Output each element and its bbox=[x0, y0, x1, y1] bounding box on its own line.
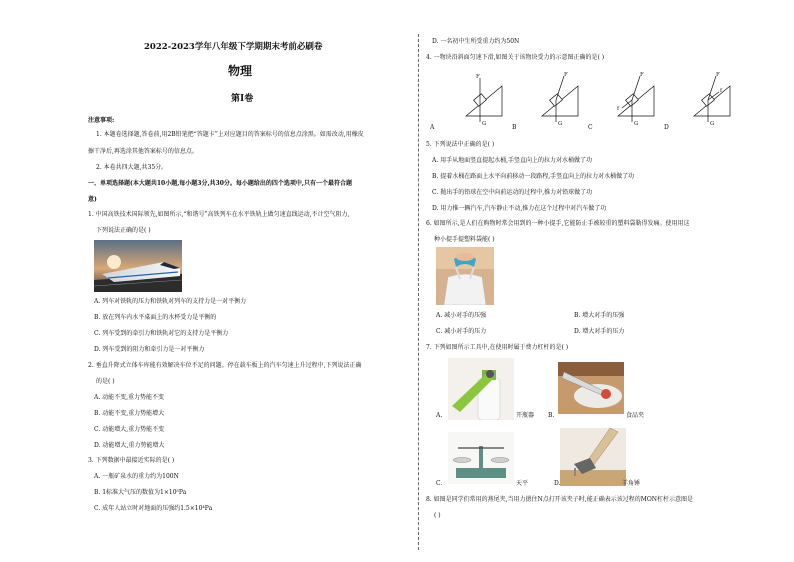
q7-label-a: A. bbox=[436, 412, 443, 419]
q5-option-a: A. 用手从地面竖直提起水桶,手竖直向上的拉力对水桶做了功 bbox=[432, 157, 593, 164]
q7-name-c: 天平 bbox=[516, 480, 529, 487]
q7-label-b: B. bbox=[548, 412, 555, 419]
notes-line-3: 2. 本卷共四大题,共35分。 bbox=[96, 164, 168, 171]
q5-option-d: D. 用力推一辆汽车,汽车静止不动,推力在这个过程中对汽车做了功 bbox=[432, 205, 607, 212]
q4-d-force-f: F bbox=[716, 72, 720, 78]
q6-option-d: D. 增大对手的压力 bbox=[574, 328, 625, 335]
q8-stem: 8. 如图是同学们常用的燕尾夹,当用力摁住N点打开该夹子时,能正确表示该过程的MON杠杆示意图是 bbox=[426, 496, 694, 503]
q6-stem-cont: 种小提手提塑料袋能( ) bbox=[434, 236, 495, 243]
notes-heading: 注意事项: bbox=[88, 117, 115, 124]
balance-scale-photo bbox=[448, 432, 514, 484]
q1-option-d: D. 列车受到的阻力和牵引力是一对平衡力 bbox=[94, 346, 205, 353]
right-column bbox=[426, 0, 748, 562]
q6-stem: 6. 如图所示,是人们在购物时常会用到的一种小提手,它能防止手被较重的塑料袋勒得发痛。使用用这 bbox=[426, 220, 690, 227]
q2-stem-cont: 的是( ) bbox=[96, 378, 115, 385]
q4-diagram-d bbox=[694, 72, 730, 127]
volume-title: 第Ⅰ卷 bbox=[231, 94, 254, 104]
q5-option-c: C. 抛出手的铅球在空中向前运动的过程中,推力对铅球做了功 bbox=[432, 189, 593, 196]
q4-diagram-b bbox=[542, 72, 578, 127]
q2-option-b: B. 动能不变,重力势能增大 bbox=[94, 410, 165, 417]
q3-option-b: B. 1标准大气压的数值为1×10⁵Pa bbox=[94, 489, 187, 496]
q4-d-force-g: G bbox=[710, 121, 715, 127]
q4-diagram-c bbox=[617, 72, 654, 127]
q7-name-a: 开瓶器 bbox=[516, 412, 535, 419]
q4-c-force-f: F bbox=[640, 72, 644, 78]
q1-option-c: C. 列车受到的牵引力和铁轨对它的支持力是平衡力 bbox=[94, 330, 229, 337]
q6-option-b: B. 增大对手的压强 bbox=[574, 312, 625, 319]
notes-line-1: 1. 本题卷选择题,答卷前,用2B铅笔把“答题卡”上对应题目的答案标号的信息点涂黑。如需改动,用橡皮 bbox=[96, 131, 364, 138]
q8-stem-cont: ( ) bbox=[434, 512, 441, 519]
q7-stem: 7. 下列如图所示工具中,在使用时属于费力杠杆的是( ) bbox=[426, 344, 569, 351]
q3-option-d: D. 一名初中生所受重力约为50N bbox=[432, 38, 520, 45]
q2-option-c: C. 动能增大,重力势能不变 bbox=[94, 426, 165, 433]
q4-b-force-g: G bbox=[558, 121, 563, 127]
q4-label-d: D bbox=[664, 124, 669, 131]
q6-option-c: C. 减小对手的压力 bbox=[436, 328, 487, 335]
q1-stem-cont: 下列说法正确的是( ) bbox=[96, 227, 151, 234]
q4-diagram-a bbox=[466, 74, 502, 127]
q6-option-a: A. 减小对手的压强 bbox=[436, 312, 487, 319]
q4-stem: 4. 一物块沿斜面匀速下滑,如图关于该物块受力的示意图正确的是( ) bbox=[426, 54, 605, 61]
q7-name-d: 羊角锤 bbox=[622, 480, 641, 487]
q2-option-a: A. 动能不变,重力势能不变 bbox=[94, 394, 165, 401]
q3-option-c: C. 成年人站立时对地面的压强约1.5×10⁴Pa bbox=[94, 505, 213, 512]
bag-handle-photo bbox=[436, 247, 494, 305]
section1-heading-cont: 意) bbox=[88, 196, 97, 203]
exam-title: 2022-2023学年八年级下学期期末考前必刷卷 bbox=[144, 42, 323, 52]
q4-force-diagrams bbox=[432, 68, 742, 132]
food-tongs-photo bbox=[558, 362, 624, 414]
q2-option-d: D. 动能增大,重力势能增大 bbox=[94, 442, 165, 449]
q1-stem: 1. 中国高铁技术国际领先,如图所示,“和谐号”高铁列车在水平铁轨上做匀速直线运动,不计空气阻力, bbox=[88, 211, 350, 218]
column-divider bbox=[418, 34, 419, 550]
notes-line-2: 擦干净后,再选涂其他答案标号的信息点。 bbox=[88, 148, 198, 155]
high-speed-train-photo bbox=[94, 240, 182, 292]
q4-a-force-g: G bbox=[482, 121, 487, 127]
q5-stem: 5. 下列说法中正确的是( ) bbox=[426, 141, 495, 148]
q4-d-force-friction: f bbox=[720, 88, 723, 94]
q3-stem: 3. 下列数据中最接近实际的是( ) bbox=[88, 457, 175, 464]
q4-label-c: C bbox=[588, 124, 593, 131]
q4-c-force-friction: f bbox=[617, 106, 620, 112]
q4-b-force-f: F bbox=[564, 72, 568, 78]
q5-option-b: B. 提着水桶在路面上水平向前移动一段路程,手竖直向上的拉力对水桶做了功 bbox=[432, 173, 635, 180]
subject-title: 物理 bbox=[228, 64, 253, 78]
q1-option-a: A. 列车对铁轨的压力和铁轨对列车的支持力是一对平衡力 bbox=[94, 298, 247, 305]
claw-hammer-photo bbox=[560, 428, 626, 486]
q4-label-a: A bbox=[430, 124, 435, 131]
q1-option-b: B. 放在列车内水平桌面上的水杯受力是平衡的 bbox=[94, 314, 217, 321]
left-column bbox=[88, 0, 410, 562]
q4-label-b: B bbox=[512, 124, 517, 131]
q7-label-c: C. bbox=[436, 480, 443, 487]
q3-option-a: A. 一瓶矿泉水的重力约为100N bbox=[94, 473, 179, 480]
q7-name-b: 食品夹 bbox=[626, 412, 645, 419]
bottle-opener-photo bbox=[448, 358, 514, 420]
q7-label-d: D. bbox=[554, 480, 561, 487]
q4-c-force-g: G bbox=[634, 121, 639, 127]
q2-stem: 2. 垂直升降式立体车库能有效解决车位不足的问题。停在载车板上的汽车匀速上升过程中,下列说法正确 bbox=[88, 362, 362, 369]
section1-heading: 一、单项选择题(本大题共10小题,每小题3分,共30分。每小题给出的四个选项中,只有一个最符合题 bbox=[88, 180, 352, 187]
q4-a-force-f: F bbox=[476, 74, 480, 80]
